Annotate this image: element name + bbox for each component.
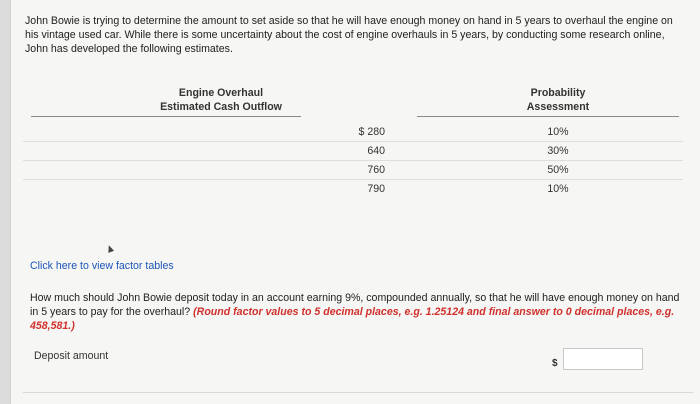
- probability-cell: 10%: [547, 126, 569, 138]
- header-right-line1: Probability: [530, 87, 586, 99]
- section-divider: [23, 392, 693, 393]
- rounding-hint: (Round factor values to 5 decimal places, e.g. 1.25124 and final answer to 0 decimal places, e.g. 458,581.): [30, 306, 675, 332]
- probability-cell: 50%: [547, 164, 569, 176]
- probability-cell: 30%: [547, 145, 569, 157]
- header-right-line2: Assessment: [526, 101, 590, 113]
- problem-intro: John Bowie is trying to determine the amount to set aside so that he will have enough money on hand in 5 years to overhaul the engine on his vintage used car. While there is some uncertainty about the cost of engine overhauls in 5 years, by conducting some research online, John has developed the following estimates.: [25, 15, 673, 55]
- currency-symbol: $: [552, 358, 558, 369]
- problem-page: [10, 0, 700, 404]
- amount-cell: 640: [367, 145, 385, 157]
- header-underline-left: [31, 116, 301, 117]
- row-divider: [23, 141, 683, 142]
- question-block: [30, 291, 690, 333]
- header-left-line1: Engine Overhaul: [178, 87, 264, 99]
- mouse-cursor-icon: [106, 244, 114, 253]
- row-divider: [23, 179, 683, 180]
- probability-cell: 10%: [547, 183, 569, 195]
- header-probability: [493, 86, 623, 114]
- deposit-amount-label: Deposit amount: [34, 350, 109, 362]
- header-left-line2: Estimated Cash Outflow: [160, 101, 282, 113]
- amount-cell: 790: [367, 183, 385, 195]
- deposit-amount-input[interactable]: [563, 348, 643, 370]
- question-text: How much should John Bowie deposit today in an account earning 9%, compounded annually, so that he will have enough money on hand in 5 years to pay for the overhaul?: [30, 292, 680, 318]
- header-cash-outflow: [121, 86, 321, 114]
- header-underline-right: [417, 116, 679, 117]
- amount-cell: 760: [367, 164, 385, 176]
- factor-tables-link[interactable]: Click here to view factor tables: [30, 260, 174, 272]
- amount-cell: $ 280: [358, 126, 385, 138]
- row-divider: [23, 160, 683, 161]
